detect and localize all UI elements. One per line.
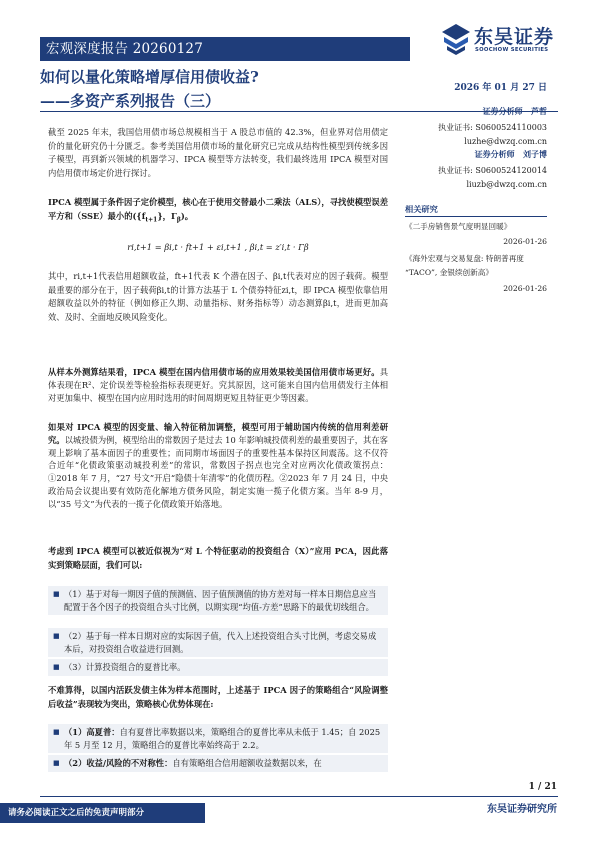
bullet-square-icon: ■ [53,663,60,671]
paragraph-intro: 截至 2025 年末，我国信用债市场总规模相当于 A 股总市值的 42.3%，但业界对信用债定价的量化研究仍十分匮乏。参考美国信用债市场的量化研究已完成从结构性模型到传统多因子模型，再到新兴领域的机器学习、IPCA 模型等方法转变，我们最终选用 IPCA 模型对国内信用债市场定价进行探讨。 [48,127,388,178]
strategy-step-2: ■ （2）基于每一样本日期对应的实际因子值，代入上述投资组合头寸比例，考虑交易成本后，对投资组合收益进行回测。 [48,628,388,657]
paragraph-factor-explanation: 其中，ri,t+1代表信用超额收益，ft+1代表 K 个潜在因子、βi,t代表对应的因子载荷。模型最重要的部分在于，因子载荷βi,t的计算方法基于 L 个债券特征zi,t，即 IPCA 模型依靠信用超额收益以外的特征（例如修正久期、动量指标、财务指标等）动态测算βi,t，进而更加高效、及时、全面地反映风险变化。 [48,271,388,322]
title-divider [40,111,558,112]
report-date: 2026 年 01 月 27 日 [454,83,547,93]
footer-divider [40,796,558,797]
paragraph-credit-spread: 如果对 IPCA 模型的因变量、输入特征稍加调整，模型可用于辅助国内传统的信用利差研究。以城投债为例，模型给出的常数因子是过去 10 年影响城投债利差的最重要因子，其在客观上影响了基本面因子的重要性；而同期市场面因子的重要性基本保持区间震荡。这不仅符合近年“化债政策驱动城投利差”的常识，常数因子拐点也完全对应两次化债政策拐点：①2018 年 7 月，“27 号文”开启“隐债十年清零”的化债历程。②2023 年 7 月 24 日，中央政治局会议提出要有效防范化解地方债务风险，制定实施一揽子化债方案。当年 8-9 月，以“35 号文”为代表的一揽子化债政策开始落地。 [48,422,388,509]
related-item-1-date: 2026-01-26 [503,237,547,246]
advantage-1: ■ （1）高夏普：自有夏普比率数据以来，策略组合的夏普比率从未低于 1.45；自 2025 年 5 月至 12 月，策略组合的夏普比率始终高于 2.2。 [48,724,388,753]
paragraph-ipca-definition: IPCA 模型属于条件因子定价模型，核心在于使用交替最小二乘法（ALS），寻找使模型误差平方和（SSE）最小的($\{f_{t+1}\}$，$\Gamma_\beta$)。 [48,197,388,224]
related-item-2-line2[interactable]: “TACO”, 金银续创新高》 [405,268,493,277]
company-logo [440,22,558,58]
paragraph-out-of-sample: 从样本外测算结果看，IPCA 模型在国内信用债市场的应用效果较美国信用债市场更好。具体表现在R²、定价误差等检验指标表现更好。究其原因，这可能来自国内信用债发行主体相对更加集中、模型在国内应用时选用的时间周期更短且特征更少等因素。 [48,367,388,403]
related-item-2-date: 2026-01-26 [503,284,547,293]
logo-text-en: SOOCHOW SECURITIES [475,47,549,53]
bullet-square-icon: ■ [53,632,60,640]
related-item-2-line1[interactable]: 《海外宏观与交易复盘: 特朗普再度 [405,254,524,263]
report-subtitle: ——多资产系列报告（三） [40,92,221,110]
logo-text-cn: 东吴证券 [474,26,555,48]
strategy-step-3: ■ （3）计算投资组合的夏普比率。 [48,659,388,676]
analyst-2-cert: 执业证书: S0600524120014 [438,166,547,175]
page-number: 1 / 21 [528,782,557,792]
related-item-1[interactable]: 《二手房销售景气度明显回暖》 [405,222,512,231]
advantage-2: ■ （2）收益/风险的不对称性：自有策略组合信用超额收益数据以来，在 [48,755,388,772]
ipca-equation: ri,t+1 = βi,t · ft+1 + εi,t+1 , βi,t = z′i,t · Γβ [127,242,309,252]
bullet-square-icon: ■ [53,728,60,736]
related-research-heading: 相关研究 [405,204,438,214]
strategy-step-1: ■ （1）基于对每一期因子值的预测值、因子值预测值的协方差对每一样本日期信息应当配置于各个因子的投资组合头寸比例，以期实现“均值-方差”思路下的最优切线组合。 [48,586,388,615]
bullet-square-icon: ■ [53,590,60,598]
paragraph-strategy-intro: 考虑到 IPCA 模型可以被近似视为“对 L 个特征驱动的投资组合（X）”应用 PCA，因此落实到策略层面，我们可以: [48,546,388,570]
report-title: 如何以量化策略增厚信用债收益? [40,68,259,86]
analyst-2-email[interactable]: liuzb@dwzq.com.cn [466,180,547,189]
paragraph-strategy-result: 不难算得，以国内活跃发债主体为样本范围时，上述基于 IPCA 因子的策略组合“风险调整后收益”表现较为突出，策略核心优势体现在: [48,685,388,709]
footer-firm: 东吴证券研究所 [487,804,557,815]
analyst-2-title: 证券分析师 刘子博 [474,149,547,159]
analyst-1-cert: 执业证书: S0600524110003 [438,123,547,132]
analyst-1-email[interactable]: luzhe@dwzq.com.cn [464,137,547,146]
analyst-1-title: 证券分析师 芦哲 [482,106,547,116]
related-divider [405,216,547,217]
disclaimer-banner: 请务必阅读正文之后的免责声明部分 [0,803,205,823]
report-type-banner: 宏观深度报告 20260127 [40,37,410,61]
logo-mark-icon [440,22,472,56]
bullet-square-icon: ■ [53,759,60,767]
